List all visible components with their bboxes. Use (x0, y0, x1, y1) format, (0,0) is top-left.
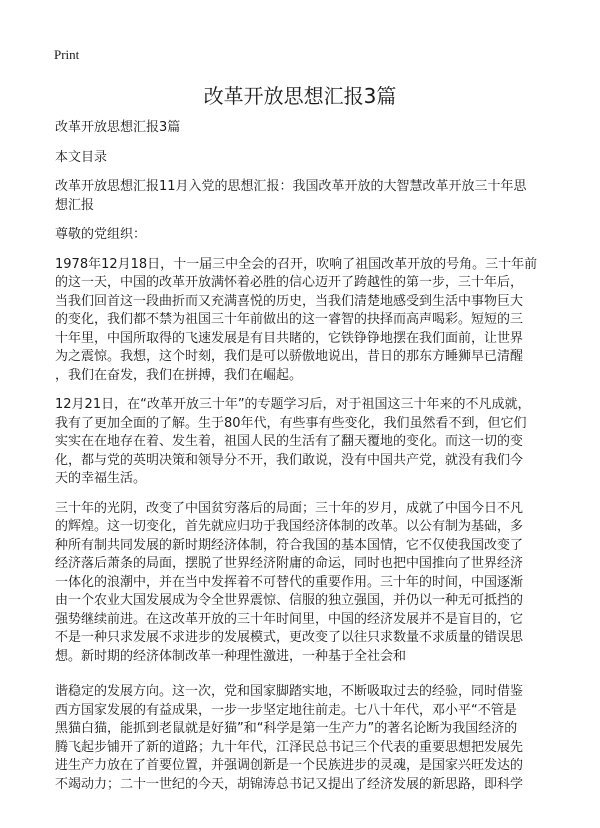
text-line: 由一个农业大国发展成为令全世界震惊、信服的独立强国，并仍以一种无可抵挡的 (55, 593, 524, 608)
text-line: 的这一天，中国的改革开放满怀着必胜的信心迈开了跨越性的第一步，三十年后， (55, 275, 524, 290)
paragraph (55, 396, 555, 489)
text-line: 黑猫白猫，能抓到老鼠就是好猫”和“科学是第一生产力”的著名论断为我国经济的 (55, 721, 518, 736)
text-line: 一体化的浪潮中，并在当中发挥着不可替代的重要作用。三十年的时间，中国逐渐 (55, 574, 524, 590)
text-line: 谐稳定的发展方向。这一次，党和国家脚踏实地，不断吸取过去的经验，同时借鉴 (55, 684, 524, 699)
document-body (55, 119, 555, 805)
text-line: 不竭动力；二十一世纪的今天，胡锦涛总书记又提出了经济发展的新思路，即科学 (55, 776, 524, 792)
text-line: 尊敬的党组织： (55, 227, 147, 242)
text-line: 进生产力放在了首要位置，并强调创新是一个民族进步的灵魂，是国家兴旺发达的 (55, 758, 524, 773)
print-link[interactable]: Print (54, 47, 80, 62)
paragraph (55, 149, 555, 168)
text-line: 我有了更加全面的了解。生于80年代，有些事有些变化，我们虽然看不到，但它们 (55, 415, 527, 431)
text-line: 想。新时期的经济体制改革一种理性激进，一种基于全社会和 (55, 648, 407, 664)
text-line: 的辉煌。这一切变化，首先就应归功于我国经济体制的改革。以公有制为基础，多 (55, 519, 524, 534)
paragraph (55, 256, 555, 386)
text-line: 化，都与党的英明决策和领导分不开，我们敢说，没有中国共产党，就没有我们今 (55, 452, 524, 468)
text-line: 十年里，中国所取得的飞速发展是有目共睹的，它铁铮铮地摆在我们面前，让世界 (55, 330, 524, 346)
text-line: 的变化，我们都不禁为祖国三十年前做出的这一睿智的抉择而高声喝彩。短短的三 (55, 312, 524, 327)
text-line: 西方国家发展的有益成果，一步一步坚定地往前走。七八十年代，邓小平“不管是 (55, 702, 517, 718)
text-line: 种所有制共同发展的新时期经济体制，符合我国的基本国情，它不仅使我国改变了 (55, 537, 524, 553)
text-line: 三十年的光阴，改变了中国贫穷落后的局面；三十年的岁月，成就了中国今日不凡 (55, 500, 524, 516)
text-line: 经济落后萧条的局面，摆脱了世界经济附庸的命运，同时也把中国推向了世界经济 (55, 556, 524, 571)
text-line: 当我们回首这一段曲折而又充满喜悦的历史，当我们清楚地感受到生活中事物巨大 (55, 293, 524, 309)
paragraph (55, 683, 555, 794)
text-line: 腾飞起步铺开了新的道路；九十年代，江泽民总书记三个代表的重要思想把发展先 (55, 739, 524, 755)
text-line: 本文目录 (55, 149, 108, 165)
text-line: 改革开放思想汇报3篇 (55, 120, 181, 135)
text-line: 改革开放思想汇报11月入党的思想汇报：我国改革开放的大智慧改革开放三十年思 (55, 179, 527, 194)
text-line: 实实在在地存在着、发生着，祖国人民的生活有了翻天覆地的变化。而这一切的变 (55, 434, 524, 449)
text-line: 天的幸福生活。 (55, 471, 147, 486)
text-line: 为之震惊。我想，这个时刻，我们是可以骄傲地说出，昔日的那东方睡狮早已清醒 (55, 349, 524, 364)
text-line: 12月21日，在“改革开放三十年”的专题学习后，对于祖国这三十年来的不凡成就， (55, 397, 531, 412)
text-line: 1978年12月18日，十一届三中全会的召开，吹响了祖国改革开放的号角。三十年前 (55, 256, 538, 272)
paragraph (55, 119, 555, 138)
text-line: 不是一种只求发展不求进步的发展模式，更改变了以往只求数量不求质量的错误思 (55, 630, 524, 645)
paragraph (55, 178, 555, 215)
paragraph (55, 500, 555, 667)
paragraph (55, 226, 555, 245)
text-line: 想汇报 (55, 197, 95, 213)
text-line: 强势继续前进。在这改革开放的三十年时间里，中国的经济发展并不是盲目的，它 (55, 611, 524, 627)
document-title: 改革开放思想汇报3篇 (203, 84, 397, 108)
text-line: ，我们在奋发，我们在拼搏，我们在崛起。 (55, 367, 303, 383)
